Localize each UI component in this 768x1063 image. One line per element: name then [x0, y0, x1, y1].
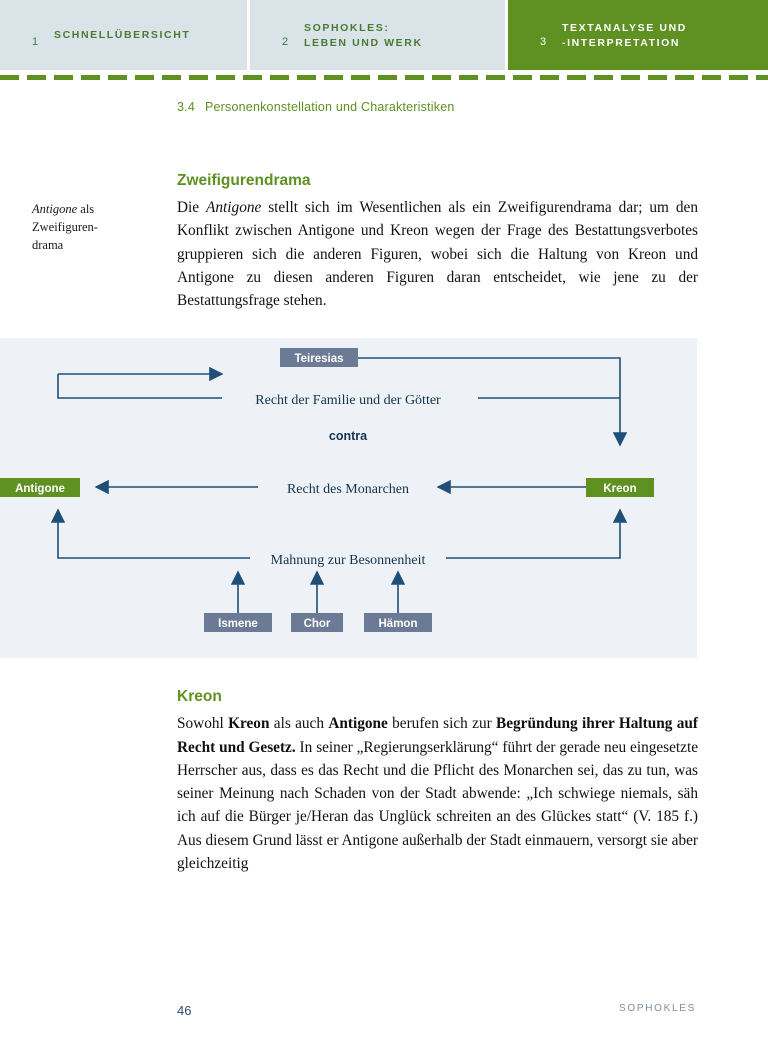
heading-kreon: Kreon: [177, 688, 222, 706]
tab-label: SCHNELLÜBERSICHT: [54, 29, 191, 42]
paragraph-kreon: Sowohl Kreon als auch Antigone berufen sich zur Begründung ihrer Haltung auf Recht und Gesetz. In seiner „Regierungserklärung“ führt der gerade neu eingesetzte Herrscher aus, dass es das Recht und die Pflicht des Monarchen sei, das zu tun, was seiner Meinung nach Schaden von der Stadt abwende: „Ich schwiege niemals, säh ich auf die Bürger je/Heran das Unglück schreiten an des Glückes statt“ (V. 185 f.) Aus diesem Grund lässt er Antigone außerhalb der Stadt einmauern, versorgt sie aber gleichzeitig: [177, 715, 699, 872]
page-footer: [0, 1003, 768, 1021]
tab-textanalyse-und-interpretation[interactable]: [508, 0, 768, 70]
diagram-node-antigone-label: Antigone: [15, 483, 65, 496]
footer-book-title: SOPHOKLES: [619, 1003, 696, 1014]
diagram-label-row2: Recht des Monarchen: [286, 482, 410, 498]
tab-number: 1: [32, 36, 39, 48]
diagram-node-chor-label: Chor: [303, 618, 331, 631]
diagram-arrow-row3-to-kreon: [446, 510, 620, 558]
section-number: 3.4: [177, 100, 195, 114]
tab-schnelluebersicht[interactable]: [0, 0, 247, 70]
dashed-divider: [0, 75, 768, 80]
diagram-node-ismene-label: Ismene: [218, 618, 258, 631]
tab-number: 2: [282, 36, 289, 48]
diagram-node-teiresias-label: Teiresias: [294, 353, 344, 366]
page-content: [0, 100, 768, 875]
chapter-tab-bar: [0, 0, 768, 70]
section-zweifigurendrama: [0, 172, 768, 312]
tab-label: TEXTANALYSE UND -INTERPRETATION: [562, 21, 687, 49]
diagram-node-kreon-label: Kreon: [603, 483, 637, 496]
diagram-label-row1: Recht der Familie und der Götter: [255, 393, 441, 409]
section-subheading: [177, 100, 768, 114]
tab-sophokles-leben-und-werk[interactable]: [250, 0, 505, 70]
tab-number: 3: [540, 36, 547, 48]
personenkonstellation-diagram: [0, 338, 697, 658]
margin-note-italic: Antigone: [32, 202, 78, 216]
diagram-node-haemon-label: Hämon: [378, 618, 418, 631]
diagram-line-row1-left: [58, 374, 222, 398]
margin-note-zweifigurendrama: Antigone als Zweifiguren- drama: [32, 202, 98, 253]
tab-label: SOPHOKLES: LEBEN UND WERK: [304, 21, 423, 49]
paragraph-zweifigurendrama: Die Antigone stellt sich im Wesentlichen als ein Zweifigurendrama dar; um den Konflikt zwischen Antigone und Kreon wegen der Frage des Bestattungsverbotes gruppieren sich die anderen Figuren, wobei sich die Haltung von Kreon und Antigone zu diesen anderen Figuren daran entscheidet, wie jene zu der Bestattungsfrage stehen.: [177, 199, 698, 309]
diagram-label-contra: contra: [328, 429, 368, 444]
diagram-arrow-row3-to-antigone: [58, 510, 250, 558]
section-kreon: [0, 688, 768, 875]
heading-zweifigurendrama: Zweifigurendrama: [177, 172, 311, 189]
diagram-label-row3: Mahnung zur Besonnenheit: [270, 553, 426, 569]
section-title: Personenkonstellation und Charakteristiken: [204, 100, 455, 114]
page-number: 46: [177, 1003, 192, 1018]
